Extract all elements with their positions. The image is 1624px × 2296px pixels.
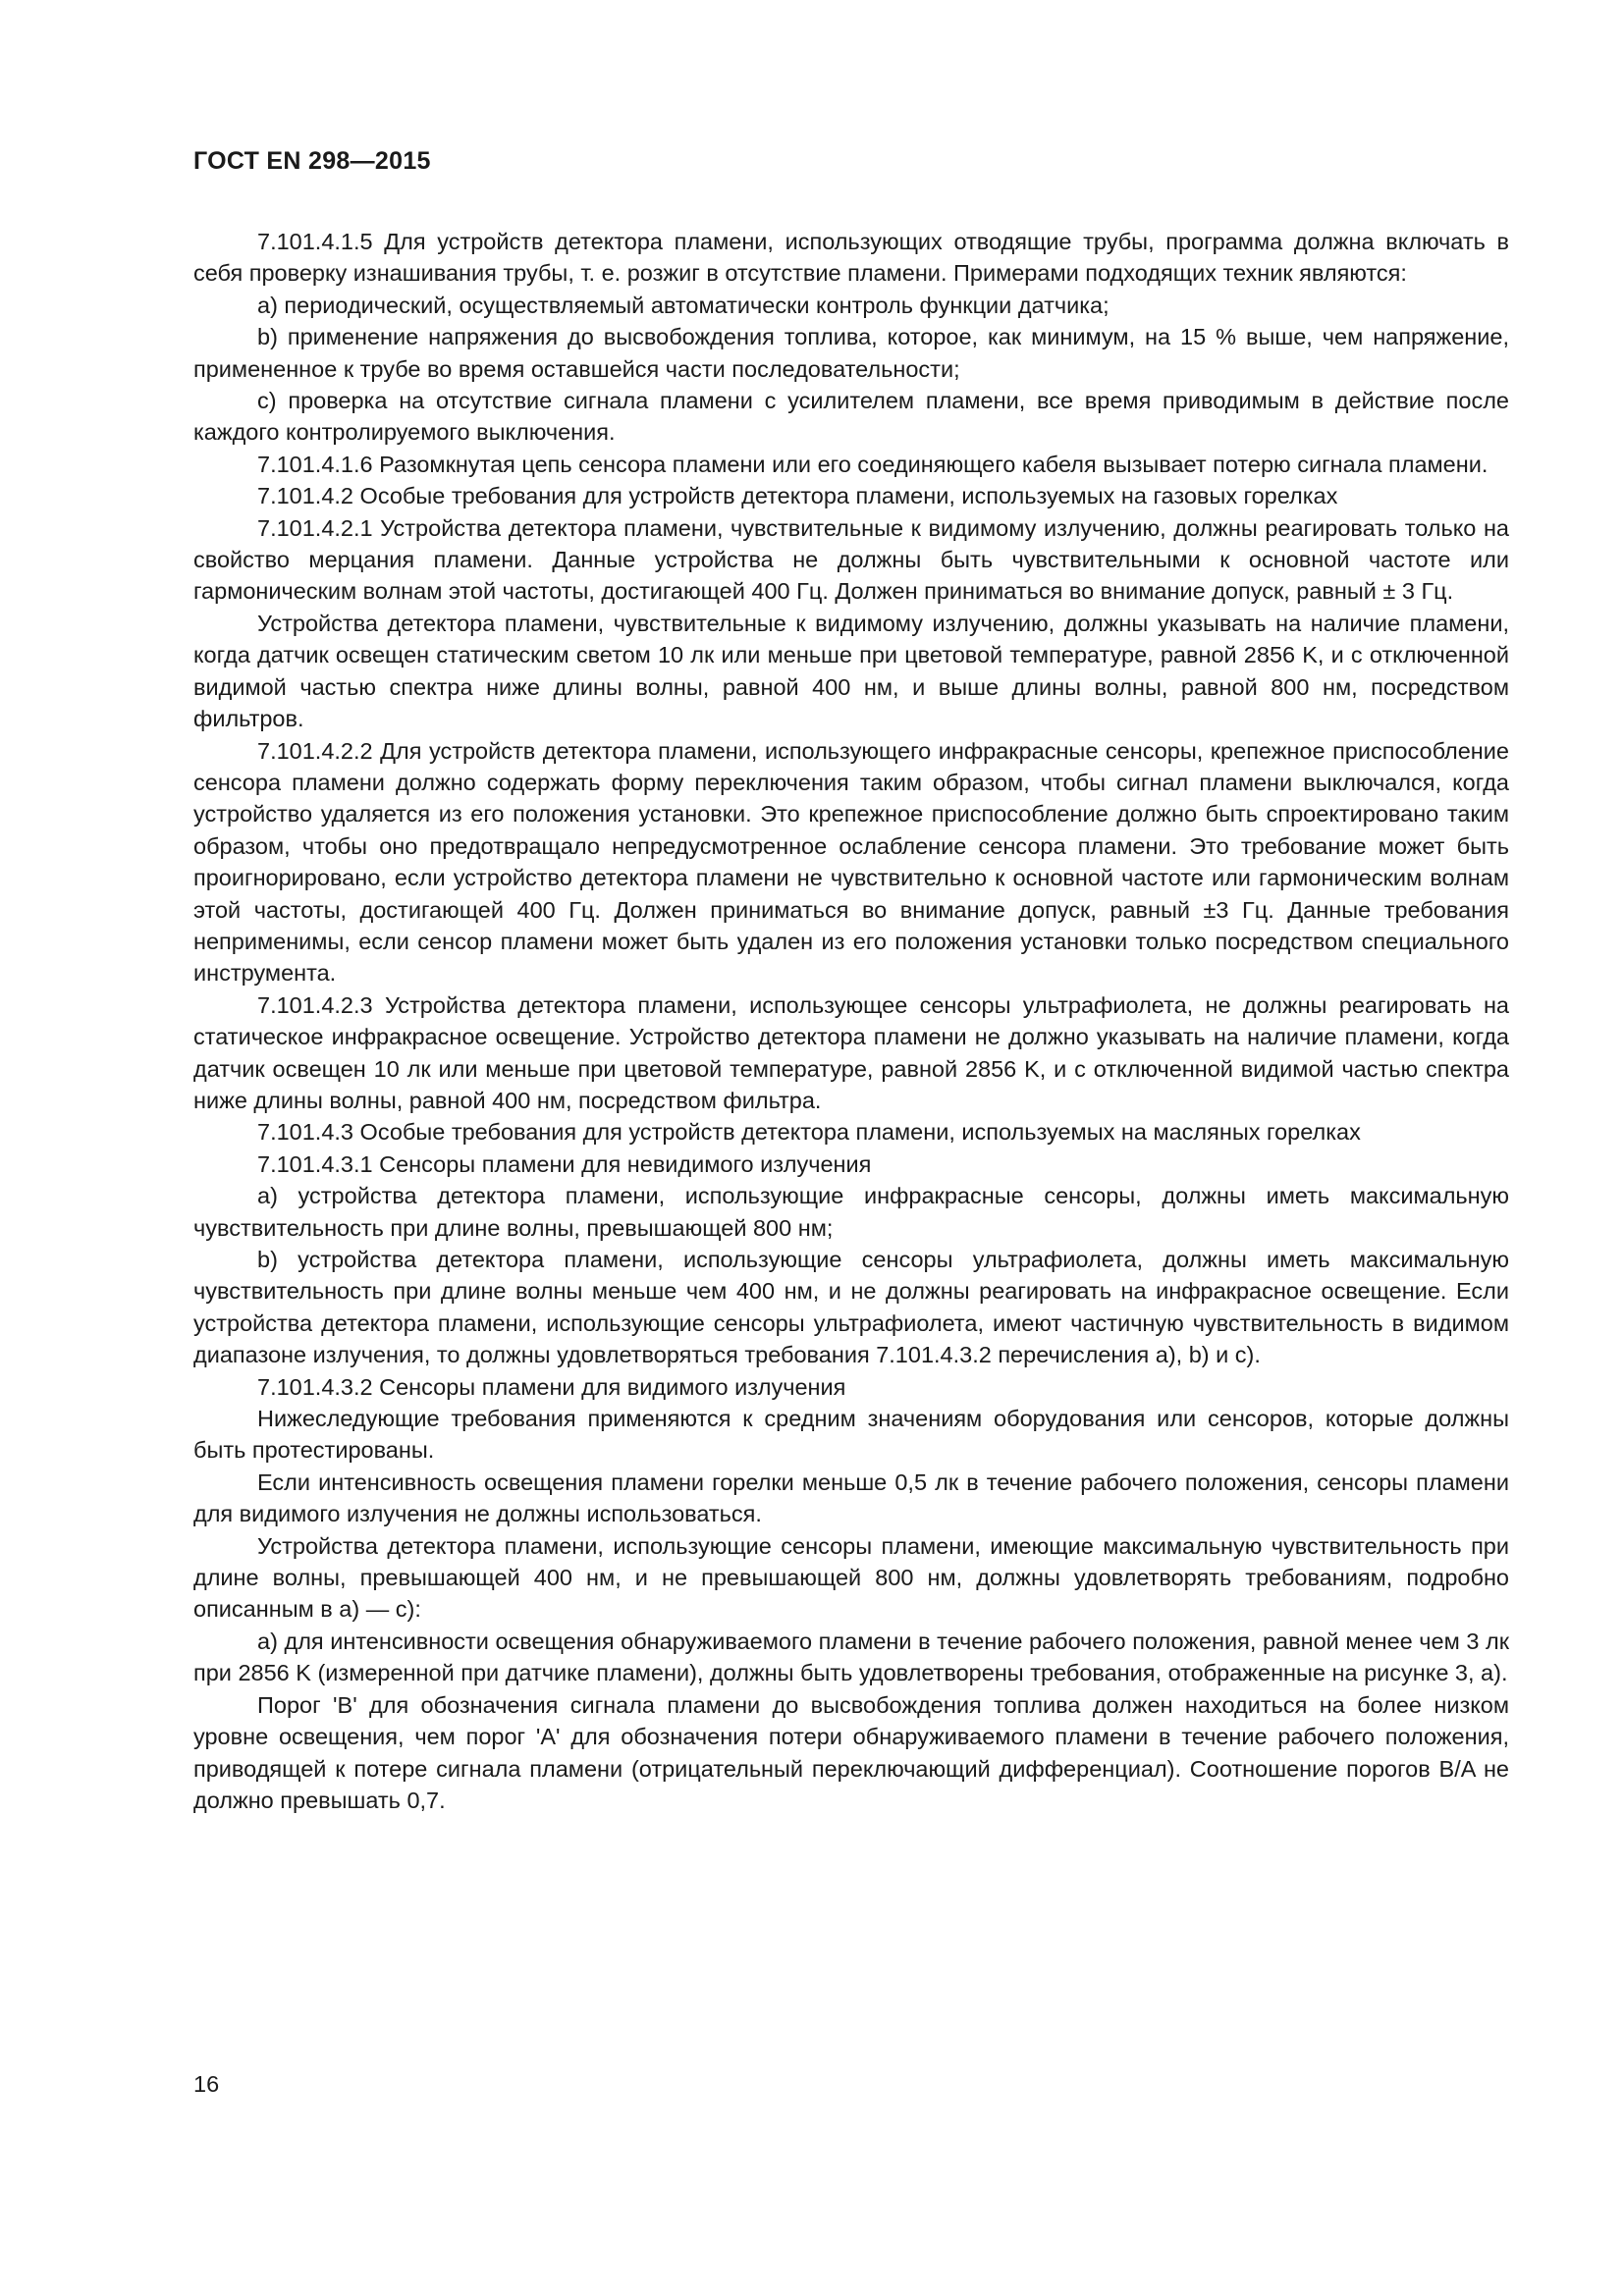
section-heading: 7.101.4.3.2 Сенсоры пламени для видимого излучения — [257, 1373, 846, 1400]
paragraph: Если интенсивность освещения пламени горелки меньше 0,5 лк в течение рабочего положения, сенсоры пламени для видимого излучения не должны использоваться. — [193, 1468, 1509, 1527]
section-heading: 7.101.4.3 Особые требования для устройств детектора пламени, используемых на масляных горелках — [257, 1119, 1361, 1146]
section-heading: 7.101.4.3.1 Сенсоры пламени для невидимого излучения — [257, 1150, 872, 1177]
paragraph: Нижеследующие требования применяются к средним значениям оборудования или сенсоров, которые должны быть протестированы. — [193, 1406, 1509, 1464]
paragraph: 7.101.4.2.3 Устройства детектора пламени, использующее сенсоры ультрафиолета, не должны реагировать на статическое инфракрасное освещение. Устройство детектора пламени не должно указывать на наличие пламени, когда датчик освещен 10 лк или меньше при цветовой температуре, равной 2856 K, и с отключенной видимой частью спектра ниже длины волны, равной 400 нм, посредством фильтра. — [193, 991, 1509, 1113]
document-body — [193, 226, 1509, 1816]
paragraph: 7.101.4.2.2 Для устройств детектора пламени, использующего инфракрасные сенсоры, крепежное приспособление сенсора пламени должно содержать форму переключения таким образом, чтобы сигнал пламени выключался, когда устройство удаляется из его положения установки. Это крепежное приспособление должно быть спроектировано таким образом, чтобы оно предотвращало непредусмотренное ослабление сенсора пламени. Это требование может быть проигнорировано, если устройство детектора пламени не чувствительно к основной частоте или гармоническим волнам этой частоты, достигающей 400 Гц. Должен приниматься во внимание допуск, равный ±3 Гц. Данные требования неприменимы, если сенсор пламени может быть удален из его положения установки только посредством специального инструмента. — [193, 737, 1509, 987]
paragraph: 7.101.4.1.6 Разомкнутая цепь сенсора пламени или его соединяющего кабеля вызывает потерю сигнала пламени. — [257, 451, 1489, 477]
document-header: ГОСТ EN 298—2015 — [193, 147, 431, 175]
list-item: b) применение напряжения до высвобождения топлива, которое, как минимум, на 15 % выше, чем напряжение, примененное к трубе во время оставшейся части последовательности; — [193, 324, 1509, 382]
list-item: a) для интенсивности освещения обнаруживаемого пламени в течение рабочего положения, равной менее чем 3 лк при 2856 K (измеренной при датчике пламени), должны быть удовлетворены требования, отображенные на рисунке 3, a). — [193, 1628, 1509, 1686]
list-item: a) устройства детектора пламени, использующие инфракрасные сенсоры, должны иметь максимальную чувствительность при длине волны, превышающей 800 нм; — [193, 1183, 1509, 1241]
list-item: a) периодический, осуществляемый автоматически контроль функции датчика; — [257, 292, 1110, 318]
section-heading: 7.101.4.2 Особые требования для устройств детектора пламени, используемых на газовых горелках — [257, 483, 1338, 509]
paragraph: Порог 'B' для обозначения сигнала пламени до высвобождения топлива должен находиться на более низком уровне освещения, чем порог 'A' для обозначения потери обнаруживаемого пламени в течение рабочего положения, приводящей к потере сигнала пламени (отрицательный переключающий дифференциал). Соотношение порогов B/A не должно превышать 0,7. — [193, 1691, 1509, 1813]
paragraph: Устройства детектора пламени, использующие сенсоры пламени, имеющие максимальную чувствительность при длине волны, превышающей 400 нм, и не превышающей 800 нм, должны удовлетворять требованиям, подробно описанным в a) — c): — [193, 1532, 1509, 1623]
paragraph: 7.101.4.2.1 Устройства детектора пламени, чувствительные к видимому излучению, должны реагировать только на свойство мерцания пламени. Данные устройства не должны быть чувствительными к основной частоте или гармоническим волнам этой частоты, достигающей 400 Гц. Должен приниматься во внимание допуск, равный ± 3 Гц. — [193, 514, 1509, 605]
paragraph: 7.101.4.1.5 Для устройств детектора пламени, использующих отводящие трубы, программа должна включать в себя проверку изнашивания трубы, т. е. розжиг в отсутствие пламени. Примерами подходящих техник являются: — [193, 229, 1509, 287]
page-number: 16 — [193, 2071, 220, 2097]
list-item: b) устройства детектора пламени, использующие сенсоры ультрафиолета, должны иметь максимальную чувствительность при длине волны меньше чем 400 нм, и не должны реагировать на инфракрасное освещение. Если устройства детектора пламени, использующие сенсоры ультрафиолета, имеют частичную чувствительность в видимом диапазоне излучения, то должны удовлетворяться требования 7.101.4.3.2 перечисления а), b) и с). — [193, 1247, 1509, 1368]
paragraph: Устройства детектора пламени, чувствительные к видимому излучению, должны указывать на наличие пламени, когда датчик освещен статическим светом 10 лк или меньше при цветовой температуре, равной 2856 K, и с отключенной видимой частью спектра ниже длины волны, равной 400 нм, и выше длины волны, равной 800 нм, посредством фильтров. — [193, 610, 1509, 732]
list-item: c) проверка на отсутствие сигнала пламени с усилителем пламени, все время приводимым в действие после каждого контролируемого выключения. — [193, 388, 1509, 446]
